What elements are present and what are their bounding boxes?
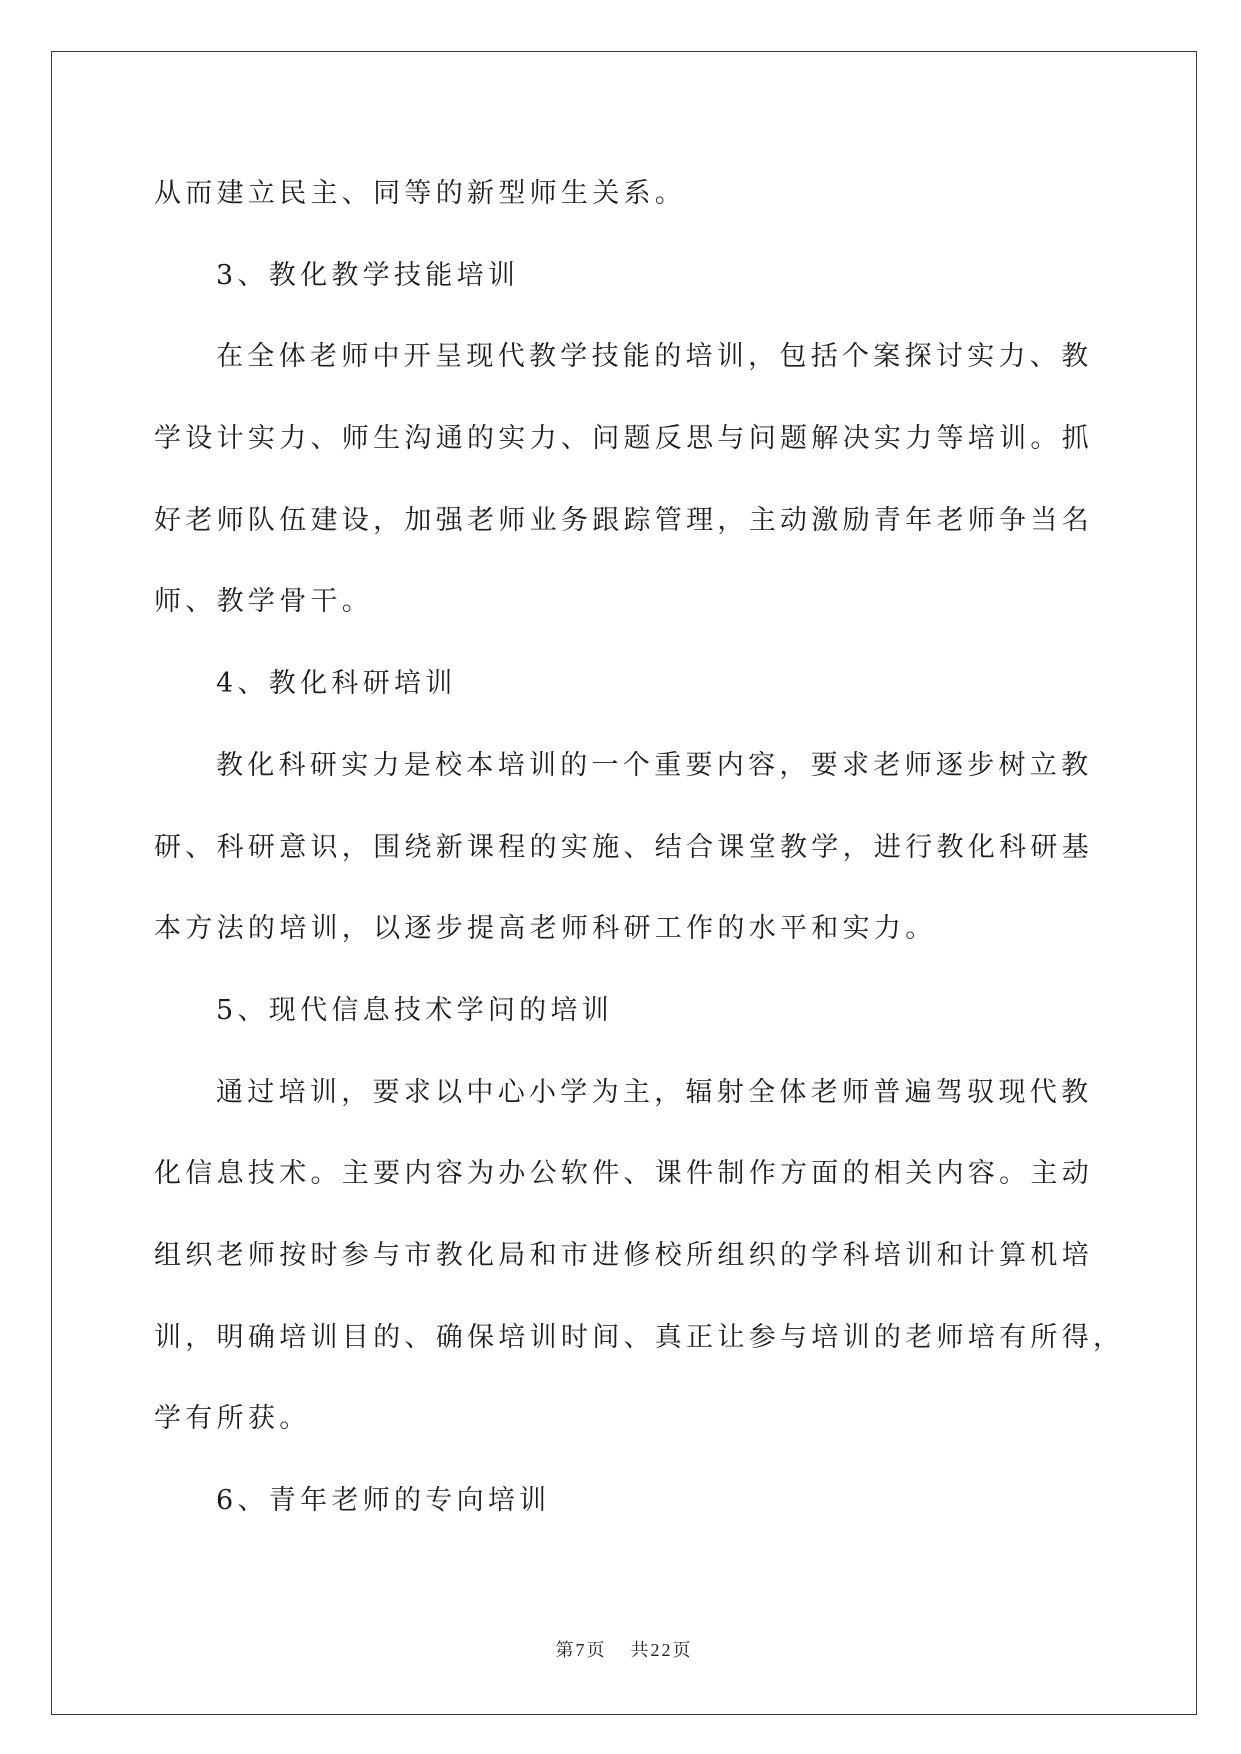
text-line: 化信息技术。主要内容为办公软件、课件制作方面的相关内容。主动 <box>154 1158 1093 1190</box>
section-heading: 3、教化教学技能培训 <box>216 259 520 291</box>
section-heading: 6、青年老师的专向培训 <box>216 1485 551 1516</box>
section-6 <box>154 1460 1124 1542</box>
text-line: 在全体老师中开呈现代教学技能的培训，包括个案探讨实力、教 <box>216 341 1093 373</box>
text-line: 本方法的培训，以逐步提高老师科研工作的水平和实力。 <box>154 913 937 945</box>
text-line: 教化科研实力是校本培训的一个重要内容，要求老师逐步树立教 <box>216 749 1093 781</box>
text-line: 学设计实力、师生沟通的实力、问题反思与问题解决实力等培训。抓 <box>154 423 1093 455</box>
paragraph-continuation-line: 从而建立民主、同等的新型师生关系。 <box>154 178 687 209</box>
page-footer <box>51 1638 1197 1662</box>
section-5 <box>154 970 1124 1460</box>
text-line: 学有所获。 <box>154 1403 311 1435</box>
text-line: 好老师队伍建设，加强老师业务跟踪管理，主动激励青年老师争当名 <box>154 504 1093 536</box>
section-heading: 4、教化科研培训 <box>216 668 457 700</box>
section-heading: 5、现代信息技术学问的培训 <box>216 994 614 1026</box>
text-line: 通过培训，要求以中心小学为主，辐射全体老师普遍驾驭现代教 <box>216 1076 1093 1108</box>
text-line: 研、科研意识，围绕新课程的实施、结合课堂教学，进行教化科研基 <box>154 831 1093 863</box>
paragraph <box>154 725 1124 970</box>
page-number: 第7页 <box>555 1640 607 1660</box>
text-line: 训，明确培训目的、确保培训时间、真正让参与培训的老师培有所得， <box>154 1321 1125 1353</box>
section-3 <box>154 235 1124 643</box>
text-line: 组织老师按时参与市教化局和市进修校所组织的学科培训和计算机培 <box>154 1239 1093 1271</box>
text-line: 师、教学骨干。 <box>154 586 374 618</box>
paragraph <box>154 1052 1124 1460</box>
paragraph <box>154 316 1124 643</box>
document-body <box>154 153 1124 1542</box>
section-4 <box>154 643 1124 970</box>
page-total: 共22页 <box>630 1640 693 1660</box>
